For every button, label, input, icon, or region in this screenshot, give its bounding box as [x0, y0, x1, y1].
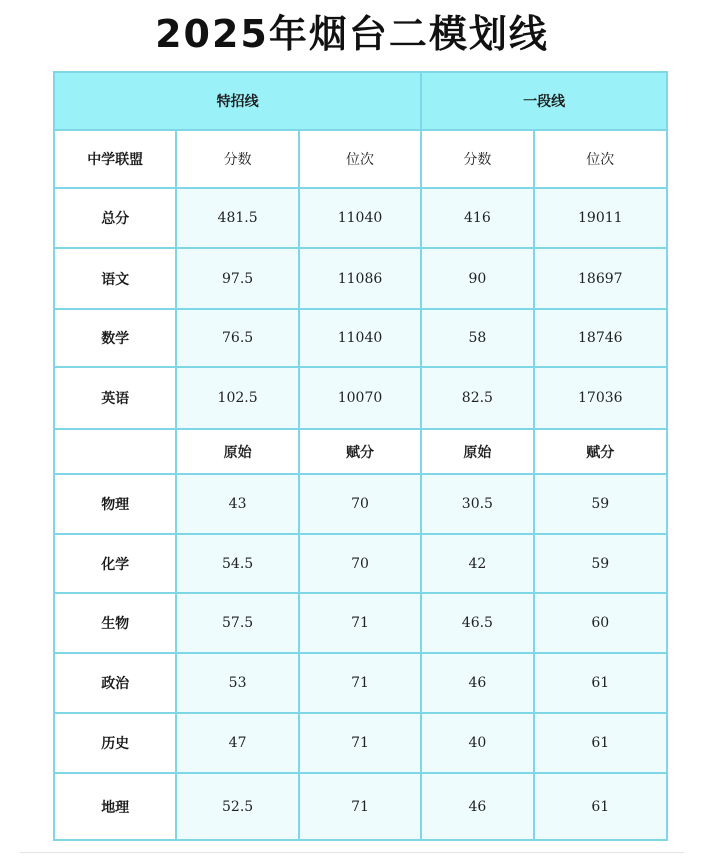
- page-title: 2025年烟台二模划线: [155, 12, 549, 56]
- row-label: 地理: [54, 773, 176, 840]
- table-row: [54, 713, 667, 773]
- cell-first-raw: 46: [421, 653, 533, 713]
- table-row: [54, 367, 667, 429]
- cell-first-raw: 46.5: [421, 593, 533, 653]
- table-row: [54, 188, 667, 248]
- header-label: 中学联盟: [54, 130, 176, 188]
- table-row: [54, 773, 667, 840]
- sub-header-label: [54, 429, 176, 474]
- header-col: 位次: [299, 130, 421, 188]
- group-first-line: 一段线: [421, 72, 667, 130]
- table-row: [54, 474, 667, 534]
- column-header-row: [54, 130, 667, 188]
- cell-first-scaled: 61: [534, 713, 667, 773]
- cell-special-rank: 11040: [299, 188, 421, 248]
- sub-header-col: 原始: [421, 429, 533, 474]
- header-col: 分数: [176, 130, 298, 188]
- cell-special-scaled: 70: [299, 474, 421, 534]
- cell-special-score: 102.5: [176, 367, 298, 429]
- row-label: 总分: [54, 188, 176, 248]
- cell-first-scaled: 59: [534, 474, 667, 534]
- row-label: 历史: [54, 713, 176, 773]
- cell-first-rank: 18697: [534, 248, 667, 309]
- sub-header-col: 赋分: [534, 429, 667, 474]
- header-col: 分数: [421, 130, 533, 188]
- cell-first-score: 90: [421, 248, 533, 309]
- cell-first-raw: 30.5: [421, 474, 533, 534]
- cell-first-raw: 40: [421, 713, 533, 773]
- cell-special-raw: 52.5: [176, 773, 298, 840]
- cell-special-scaled: 71: [299, 593, 421, 653]
- row-label: 化学: [54, 534, 176, 593]
- table-row: [54, 534, 667, 593]
- cell-first-scaled: 61: [534, 773, 667, 840]
- cell-first-raw: 46: [421, 773, 533, 840]
- cell-first-scaled: 61: [534, 653, 667, 713]
- row-label: 英语: [54, 367, 176, 429]
- cell-special-scaled: 71: [299, 713, 421, 773]
- row-label: 物理: [54, 474, 176, 534]
- cell-first-score: 58: [421, 309, 533, 367]
- table-row: [54, 593, 667, 653]
- group-header-row: [54, 72, 667, 130]
- cell-special-score: 76.5: [176, 309, 298, 367]
- cell-first-raw: 42: [421, 534, 533, 593]
- cell-special-raw: 43: [176, 474, 298, 534]
- sub-header-col: 原始: [176, 429, 298, 474]
- row-label: 数学: [54, 309, 176, 367]
- cell-special-score: 97.5: [176, 248, 298, 309]
- cell-special-raw: 47: [176, 713, 298, 773]
- cell-first-score: 82.5: [421, 367, 533, 429]
- sub-header-col: 赋分: [299, 429, 421, 474]
- row-label: 生物: [54, 593, 176, 653]
- cell-first-rank: 18746: [534, 309, 667, 367]
- table-row: [54, 309, 667, 367]
- cell-first-rank: 17036: [534, 367, 667, 429]
- row-label: 语文: [54, 248, 176, 309]
- bottom-divider: [20, 852, 684, 853]
- sub-header-row: [54, 429, 667, 474]
- header-col: 位次: [534, 130, 667, 188]
- cell-first-scaled: 60: [534, 593, 667, 653]
- score-table: [53, 71, 668, 841]
- table-row: [54, 653, 667, 713]
- cell-special-rank: 11040: [299, 309, 421, 367]
- cell-special-raw: 53: [176, 653, 298, 713]
- group-special-line: 特招线: [54, 72, 421, 130]
- row-label: 政治: [54, 653, 176, 713]
- table-row: [54, 248, 667, 309]
- cell-special-scaled: 70: [299, 534, 421, 593]
- cell-special-raw: 57.5: [176, 593, 298, 653]
- cell-special-scaled: 71: [299, 653, 421, 713]
- cell-special-rank: 11086: [299, 248, 421, 309]
- cell-first-rank: 19011: [534, 188, 667, 248]
- cell-special-scaled: 71: [299, 773, 421, 840]
- cell-special-rank: 10070: [299, 367, 421, 429]
- cell-special-raw: 54.5: [176, 534, 298, 593]
- cell-first-scaled: 59: [534, 534, 667, 593]
- cell-special-score: 481.5: [176, 188, 298, 248]
- cell-first-score: 416: [421, 188, 533, 248]
